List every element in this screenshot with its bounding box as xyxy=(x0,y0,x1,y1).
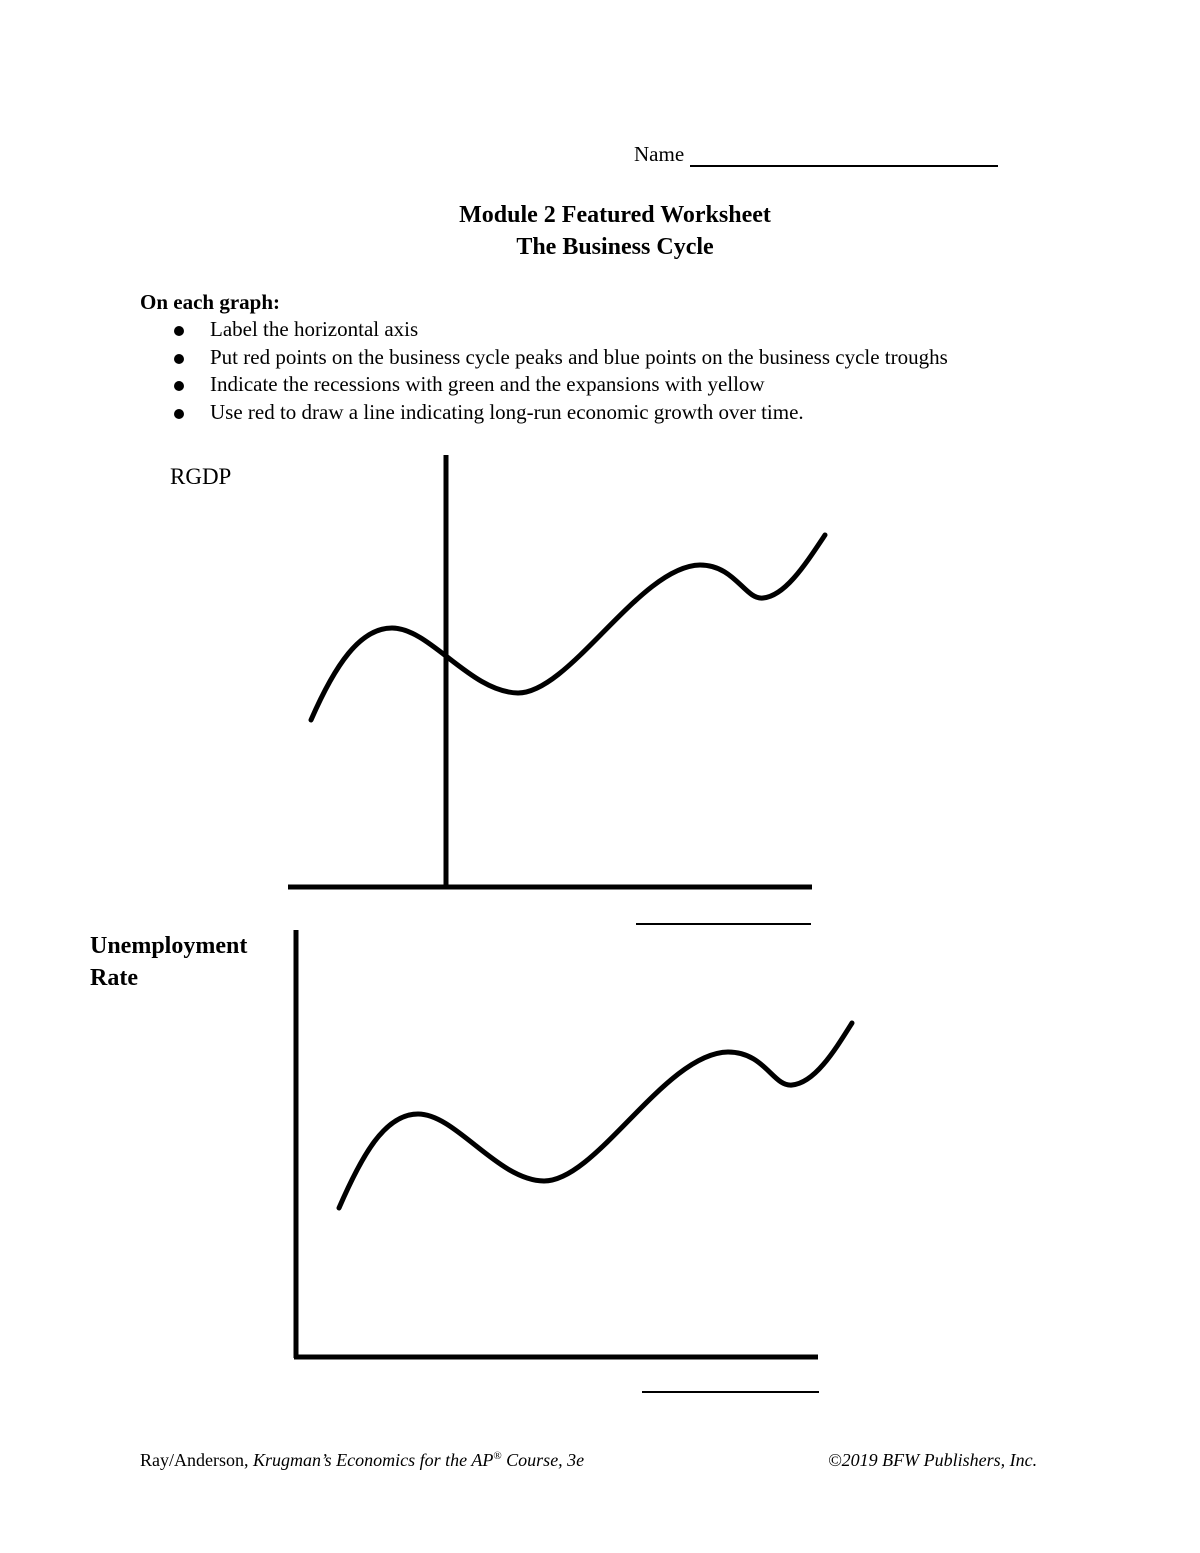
rgdp-axis-label: RGDP xyxy=(170,464,232,489)
instruction-item: Indicate the recessions with green and the expansions with yellow xyxy=(170,371,948,399)
instructions-intro: On each graph: xyxy=(140,290,281,314)
unemployment-axis-label-line1: Unemployment xyxy=(90,933,248,959)
worksheet-subtitle: The Business Cycle xyxy=(516,234,714,260)
instruction-item: Label the horizontal axis xyxy=(170,316,948,344)
instruction-item: Use red to draw a line indicating long-run economic growth over time. xyxy=(170,399,948,427)
unemployment-graph xyxy=(294,930,852,1392)
footer-book-title: Krugman’s Economics for the AP xyxy=(252,1450,494,1470)
instruction-item: Put red points on the business cycle peaks and blue points on the business cycle troughs xyxy=(170,344,948,372)
footer-citation xyxy=(140,1450,584,1471)
rgdp-business-cycle-curve xyxy=(311,535,825,720)
footer-copyright: ©2019 BFW Publishers, Inc. xyxy=(828,1450,1038,1470)
rgdp-graph xyxy=(288,455,825,924)
name-label: Name xyxy=(634,142,685,166)
unemployment-cycle-curve xyxy=(339,1023,852,1208)
footer-registered-mark: ® xyxy=(493,1450,502,1462)
unemployment-axis-label-line2: Rate xyxy=(90,965,138,991)
footer-author: Ray/Anderson, xyxy=(140,1450,253,1470)
worksheet-title: Module 2 Featured Worksheet xyxy=(459,202,771,228)
footer-edition: Course, 3e xyxy=(501,1450,585,1470)
